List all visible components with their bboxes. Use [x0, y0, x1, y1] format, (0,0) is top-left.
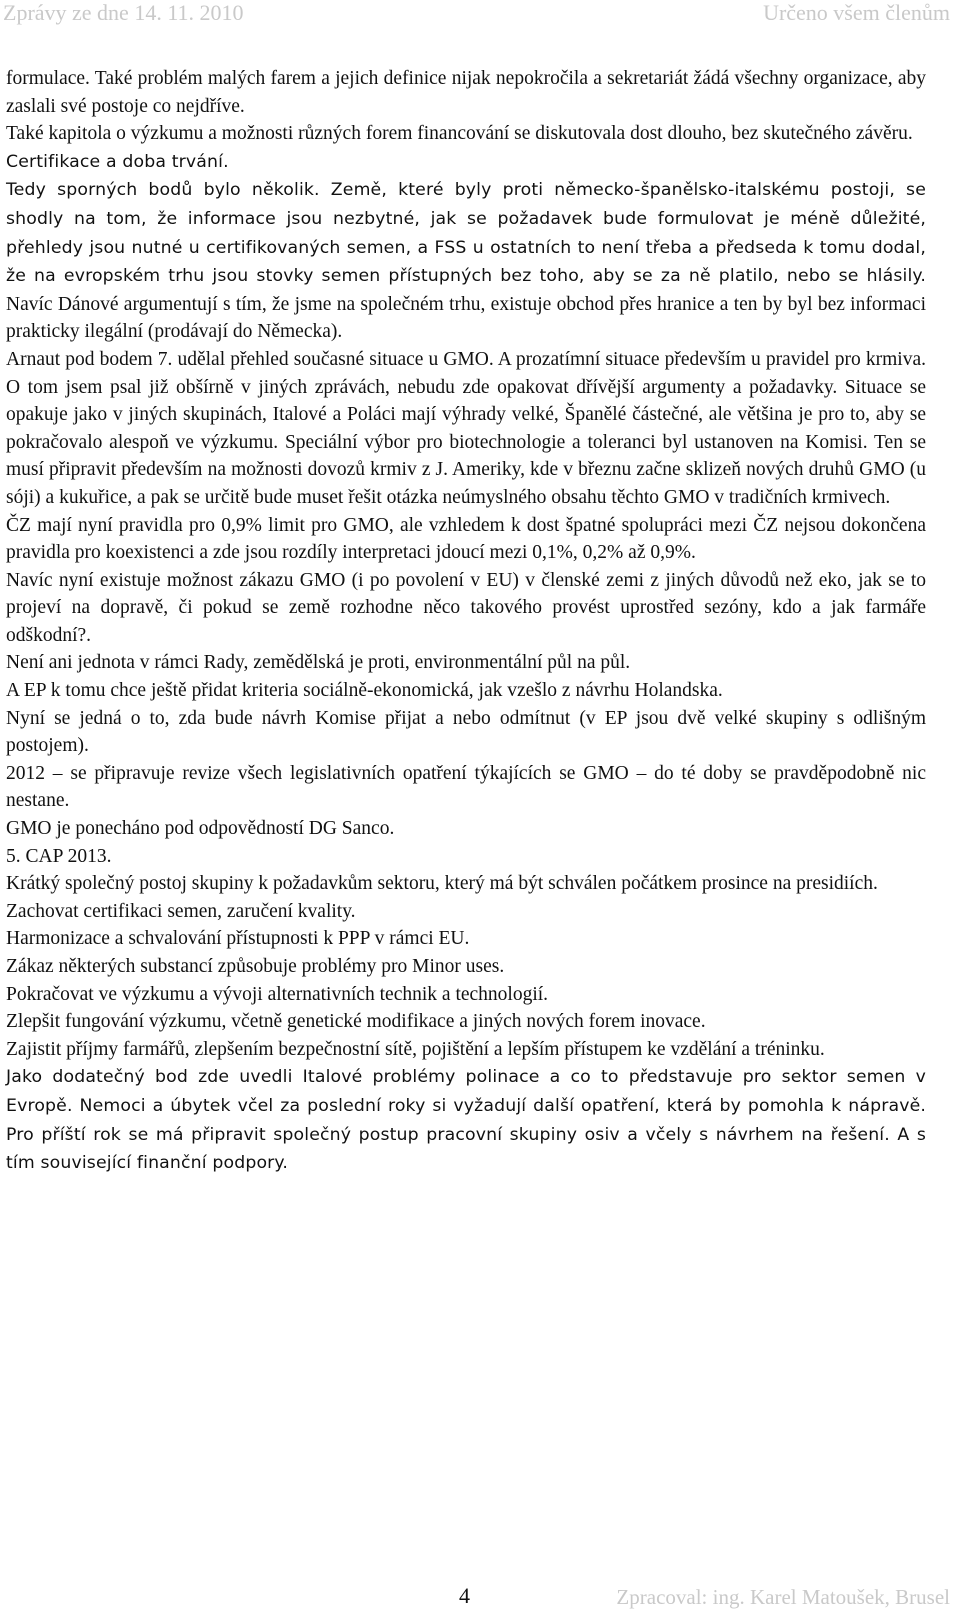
footer-author: Zpracoval: ing. Karel Matoušek, Brusel: [616, 1585, 950, 1609]
text-run: formulace. Také problém malých farem a jejich definice nijak nepokročila a sekretariát žádá všechny organizace, aby zaslali své postoje co nejdříve.: [6, 68, 926, 117]
text-run: Navíc nyní existuje možnost zákazu GMO (i po povolení v EU) v členské zemi z jiných důvodů než eko, jak se to projeví na dopravě, či pokud se země rozhodne něco takového provést uprostřed sezóny, kdo a jak farmáře odškodní?.: [6, 569, 926, 646]
text-run: A EP k tomu chce ještě přidat kriteria sociálně-ekonomická, jak vzešlo z návrhu Holandska.: [6, 680, 723, 702]
paragraph: [6, 815, 926, 843]
text-run: Navíc Dánové argumentují s tím, že jsme na společném trhu, existuje obchod přes hranice a ten by byl bez informaci prakticky ilegální (prodávají do Německa).: [6, 293, 926, 343]
paragraph: [6, 176, 926, 346]
text-run: Jako dodatečný bod zde uvedli Italové problémy polinace a co to představuje pro sektor semen v Evropě. Nemoci a úbytek včel za poslední roky si vyžadují další opatření, která by pomohla k nápravě. Pro příští rok se má připravit společný postup pracovní skupiny osiv a včely s návrhem na řešení. A s tím související finanční podpory.: [6, 1067, 926, 1174]
paragraph: [6, 1008, 926, 1036]
text-run: Harmonizace a schvalování přístupnosti k PPP v rámci EU.: [6, 928, 470, 950]
paragraph: [6, 953, 926, 981]
text-run: Země, které byly proti německo-španělsko-italskému postoji, se shodly na tom, že informace jsou nezbytné, jak se požadavek bude formulovat je méně důležité, přehledy jsou nutné u certifikovaných semen, a FSS u ostatních to není třeba a předseda k tomu dodal, že na evropském trhu jsou stovky semen přístupných bez toho, aby se za ně platilo, nebo se hlásily.: [6, 180, 926, 287]
paragraph: [6, 1063, 926, 1177]
paragraph: [6, 346, 926, 512]
paragraph: [6, 843, 926, 871]
text-run: 5. CAP 2013.: [6, 845, 112, 867]
paragraph: [6, 677, 926, 705]
header-audience: Určeno všem členům: [763, 0, 950, 25]
paragraph: [6, 705, 926, 760]
text-run: Arnaut pod bodem 7. udělal přehled současné situace u GMO. A prozatímní situace především u pravidel pro krmiva.: [6, 348, 926, 370]
paragraph: [6, 148, 926, 177]
header-date: Zprávy ze dne 14. 11. 2010: [3, 0, 244, 25]
paragraph: [6, 1036, 926, 1064]
text-run: Není ani jednota v rámci Rady, zemědělská je proti, environmentální půl na půl.: [6, 652, 631, 674]
paragraph: [6, 120, 926, 148]
text-run: Krátký společný postoj skupiny k požadavkům sektoru, který má být schválen počátkem prosince na presidiích.: [6, 873, 878, 895]
paragraph: [6, 649, 926, 677]
paragraph: [6, 981, 926, 1009]
text-run: ČZ mají nyní pravidla pro 0,9% limit pro GMO, ale vzhledem k dost špatné spolupráci mezi ČZ nejsou dokončena pravidla pro koexistenci a zde jsou rozdíly interpretaci jdoucí mezi 0,1%, 0,2% až 0,9%.: [6, 514, 926, 564]
page-number: 4: [459, 1583, 470, 1608]
text-run: Zákaz některých substancí způsobuje problémy pro Minor uses.: [6, 956, 505, 977]
text-run: Zachovat certifikaci semen, zaručení kvality.: [6, 900, 356, 922]
paragraph: [6, 925, 926, 953]
text-run: Zajistit příjmy farmářů, zlepšením bezpečnostní sítě, pojištění a lepším přístupem ke vzdělání a tréninku.: [6, 1038, 825, 1060]
text-run: Nyní se jedná o to, zda bude návrh Komise přijat a nebo odmítnut (v EP jsou dvě velké skupiny s odlišným postojem).: [6, 707, 926, 757]
document-body: [6, 65, 926, 1178]
text-run: 2012 – se připravuje revize všech legislativních opatření týkajících se GMO – do té doby se pravděpodobně nic nestane.: [6, 762, 926, 812]
paragraph: [6, 870, 926, 898]
text-run: Také kapitola o výzkumu a možnosti různých forem financování se diskutovala dost dlouho, bez skutečného závěru.: [6, 123, 913, 145]
paragraph: [6, 898, 926, 926]
paragraph: [6, 567, 926, 650]
paragraph: [6, 760, 926, 815]
text-run: O tom jsem psal již obšírně v jiných zprávách, nebudu zde opakovat dřívější argumenty a požadavky. Situace se opakuje jako v jiných skupinách, Italové a Poláci mají výhrady velké, Španělé částečné, ale většina je pro to, aby se pokračovalo alespoň ve výzkumu. Speciální výbor pro biotechnologie a toleranci byl ustanoven na Komisi. Ten se musí připravit především na možnosti dovozů krmiv z J. Ameriky, kde v březnu začne sklizeň nových druhů GMO (u sóji) a kukuřice, a pak se určitě bude muset řešit otázka neúmyslného obsahu těchto GMO v tradičních krmivech.: [6, 376, 926, 508]
text-run: Tedy sporných bodů bylo několik.: [6, 180, 320, 201]
text-run: Certifikace a doba trvání.: [6, 151, 229, 172]
text-run: GMO je ponecháno pod odpovědností DG Sanco.: [6, 818, 395, 840]
paragraph: [6, 65, 926, 120]
paragraph: [6, 512, 926, 567]
text-run: Zlepšit fungování výzkumu, včetně genetické modifikace a jiných nových forem inovace.: [6, 1011, 706, 1033]
text-run: Pokračovat ve výzkumu a vývoji alternativních technik a technologií.: [6, 983, 549, 1005]
